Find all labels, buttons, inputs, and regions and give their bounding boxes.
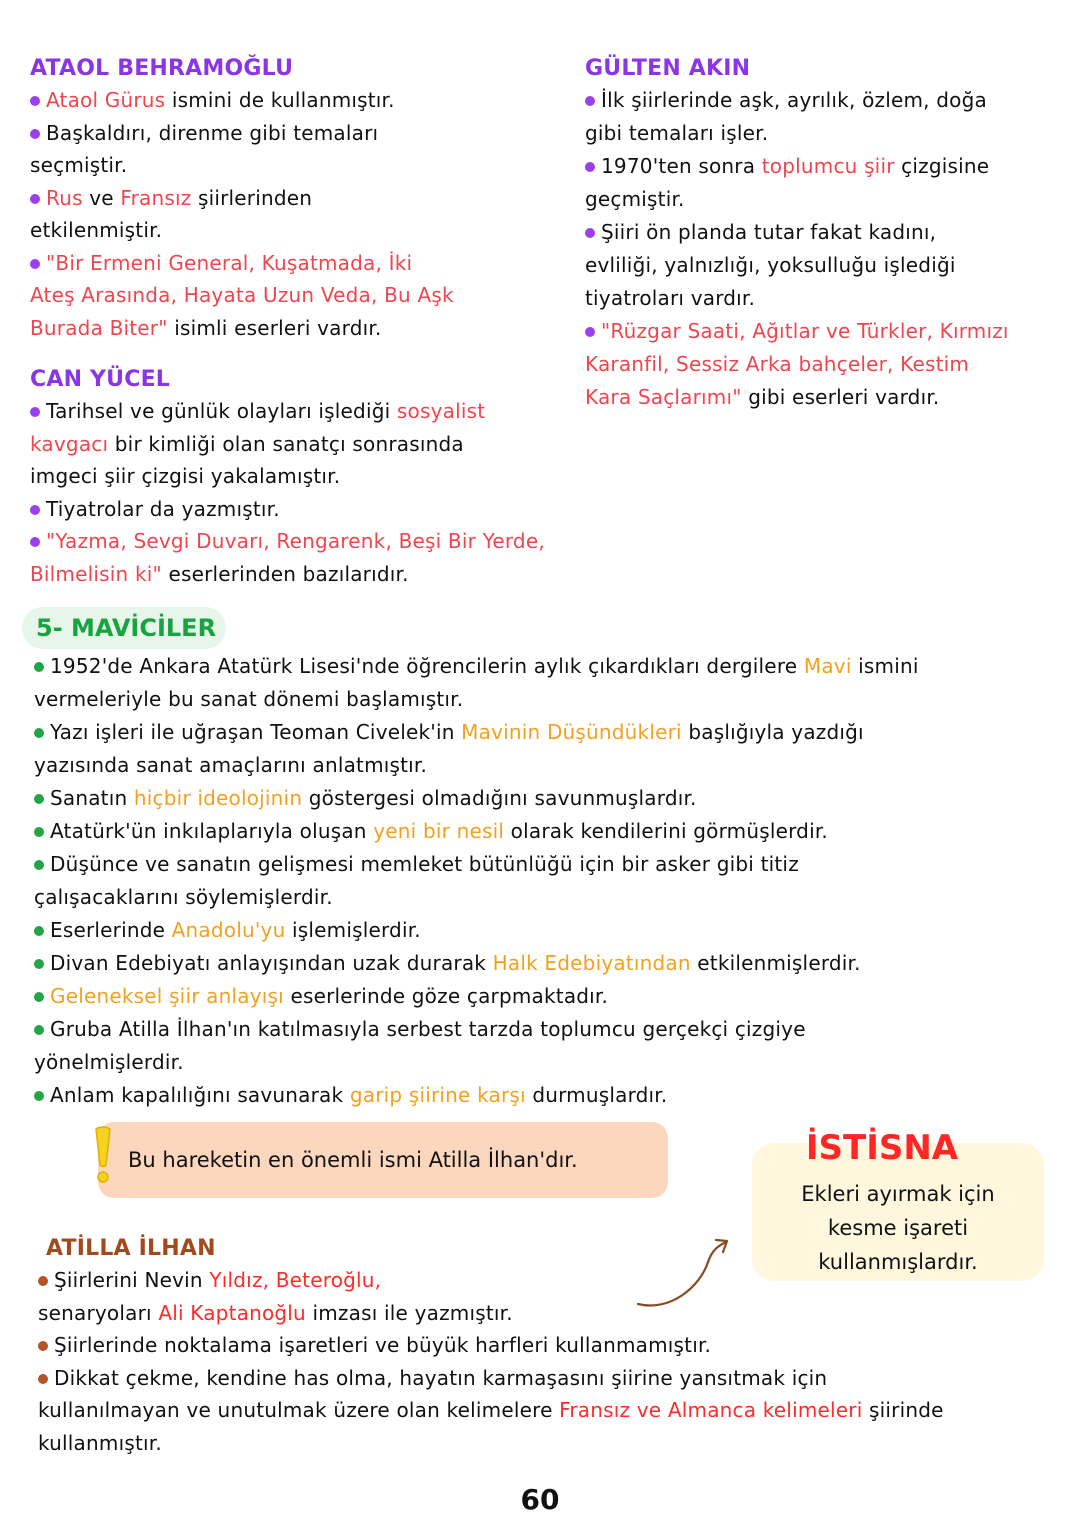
bullet-icon [38,1341,48,1351]
atilla-bullet-3: Dikkat çekme, kendine has olma, hayatın karmaşasını şiirine yansıtmak için kullanılmayan ve unutulmak üzere olan kelimelere Fransız ve Almanca kelimeleri şiirinde kullanmıştır. [38,1365,944,1455]
bullet-icon [34,794,44,804]
note-box [98,1122,668,1198]
list-item: Gruba Atilla İlhan'ın katılmasıyla serbest tarzda toplumcu gerçekçi çizgiye yönelmişlerdir. [34,1017,806,1074]
bullet-icon [34,860,44,870]
bullet-icon [585,228,595,238]
note-text: Bu hareketin en önemli ismi Atilla İlhan'dır. [128,1148,578,1172]
bullet-icon [34,926,44,936]
gulten-bullet-2: 1970'ten sonra toplumcu şiir çizgisine geçmiştir. [585,154,990,211]
bullet-icon [34,662,44,672]
bullet-icon [585,96,595,106]
bullet-icon [585,162,595,172]
bullet-icon [38,1374,48,1384]
bullet-icon [34,728,44,738]
atalo-bullet-2: Başkaldırı, direnme gibi temaları seçmiştir. [30,120,379,177]
list-item: 1952'de Ankara Atatürk Lisesi'nde öğrencilerin aylık çıkardıkları dergilere Mavi ismini vermeleriyle bu sanat dönemi başlamıştır. [34,654,919,711]
bullet-icon [30,537,40,547]
gulten-bullet-3: Şiiri ön planda tutar fakat kadını, evliliği, yalnızlığı, yoksulluğu işlediği tiyatroları vardır. [585,220,956,310]
istisna-line-3: kullanmışlardır. [818,1250,978,1274]
atilla-section [38,1234,1068,1459]
istisna-line-1: Ekleri ayırmak için [801,1182,995,1206]
page-number: 60 [520,1483,560,1516]
bullet-icon [30,96,40,106]
can-bullet-3: "Yazma, Sevgi Duvarı, Rengarenk, Beşi Bir Yerde, Bilmelisin ki" eserlerinden bazılarıdır. [30,529,545,586]
istisna-line-2: kesme işareti [827,1216,969,1240]
can-section [30,365,590,590]
atalo-section [30,54,570,344]
list-item: Atatürk'ün inkılaplarıyla oluşan yeni bir nesil olarak kendilerini görmüşlerdir. [34,815,1064,848]
can-title: CAN YÜCEL [30,367,171,392]
can-bullet-2: Tiyatrolar da yazmıştır. [30,493,590,526]
maviciler-title: 5- MAVİCİLER [22,607,226,649]
gulten-section [585,54,1065,414]
bullet-icon [34,1091,44,1101]
atalo-bullet-1: Ataol Gürus ismini de kullanmıştır. [30,84,570,117]
bullet-icon [30,194,40,204]
bullet-icon [34,959,44,969]
gulten-bullet-4: "Rüzgar Saati, Ağıtlar ve Türkler, Kırmızı Karanfil, Sessiz Arka bahçeler, Kestim Kara Saçlarımı" gibi eserleri vardır. [585,319,1009,409]
list-item: Sanatın hiçbir ideolojinin göstergesi olmadığını savunmuşlardır. [34,782,1064,815]
list-item: Geleneksel şiir anlayışı eserlerinde göze çarpmaktadır. [34,980,1064,1013]
atilla-bullet-1: Şiirlerini Nevin Yıldız, Beteroğlu, senaryoları Ali Kaptanoğlu imzası ile yazmıştır. [38,1268,513,1325]
can-bullet-1: Tarihsel ve günlük olayları işlediği sosyalist kavgacı bir kimliği olan sanatçı sonrasında imgeci şiir çizgisi yakalamıştır. [30,399,486,488]
atilla-bullet-2: Şiirlerinde noktalama işaretleri ve büyük harfleri kullanmamıştır. [38,1329,1068,1362]
bullet-icon [30,129,40,139]
list-item: Anlam kapalılığını savunarak garip şiirine karşı durmuşlardır. [34,1079,1064,1112]
istisna-title: İSTİSNA [805,1128,959,1168]
atalo-title: ATAOL BEHRAMOĞLU [30,56,294,81]
list-item: Divan Edebiyatı anlayışından uzak durarak Halk Edebiyatından etkilenmişlerdir. [34,947,1064,980]
bullet-icon [585,327,595,337]
maviciler-list [34,650,1064,1112]
list-item: Yazı işleri ile uğraşan Teoman Civelek'in Mavinin Düşündükleri başlığıyla yazdığı yazısında sanat amaçlarını anlatmıştır. [34,720,864,777]
list-item: Eserlerinde Anadolu'yu işlemişlerdir. [34,914,1064,947]
gulten-title: GÜLTEN AKIN [585,56,751,81]
exclamation-icon [92,1125,114,1185]
bullet-icon [30,505,40,515]
bullet-icon [34,827,44,837]
atalo-bullet-4: "Bir Ermeni General, Kuşatmada, İki Ateş Arasında, Hayata Uzun Veda, Bu Aşk Burada Biter" isimli eserleri vardır. [30,250,454,340]
bullet-icon [38,1276,48,1286]
bullet-icon [30,407,40,417]
atalo-bullet-3: Rus ve Fransız şiirlerinden etkilenmiştir. [30,185,313,242]
bullet-icon [34,1025,44,1035]
gulten-bullet-1: İlk şiirlerinde aşk, ayrılık, özlem, doğa gibi temaları işler. [585,88,987,145]
list-item: Düşünce ve sanatın gelişmesi memleket bütünlüğü için bir asker gibi titiz çalışacaklarını söylemişlerdir. [34,852,799,909]
atilla-title: ATİLLA İLHAN [46,1236,216,1261]
bullet-icon [34,992,44,1002]
bullet-icon [30,259,40,269]
